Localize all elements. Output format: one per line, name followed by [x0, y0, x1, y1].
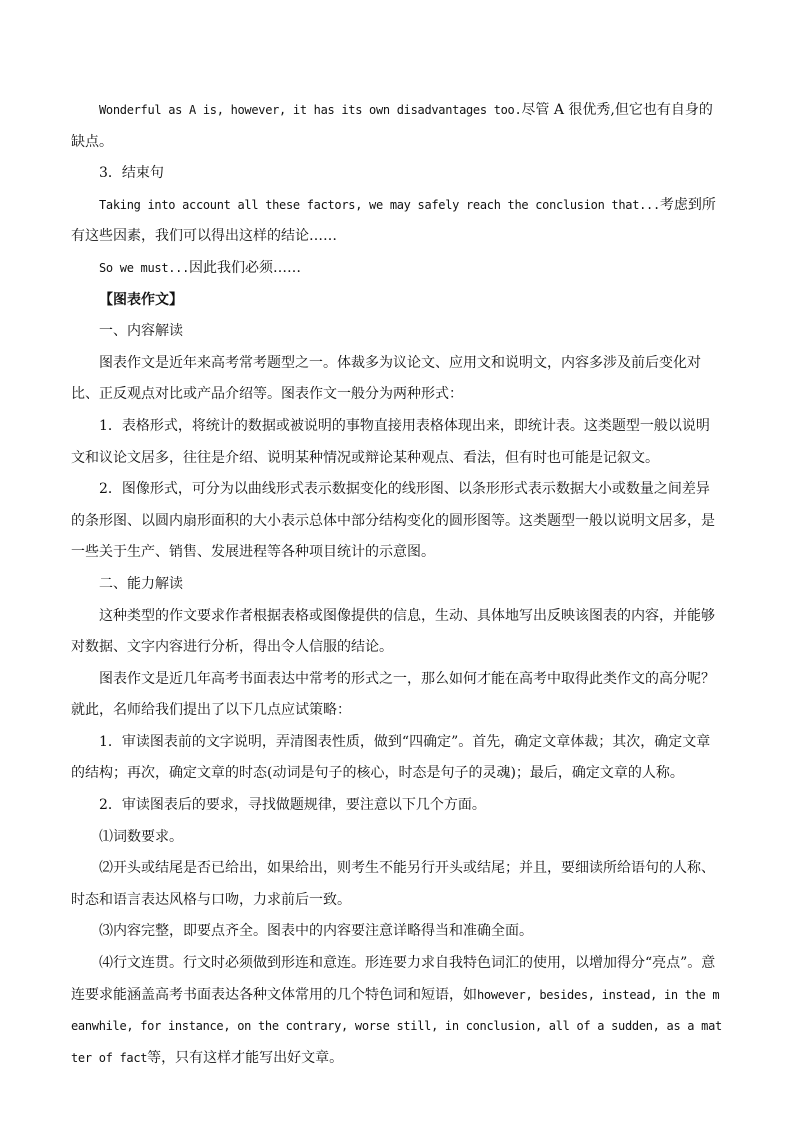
paragraph-p13 — [71, 727, 723, 790]
paragraph-p15 — [71, 822, 723, 854]
text-segment: 1．表格形式，将统计的数据或被说明的事物直接用表格体现出来，即统计表。这类题型一般以说明文和议论文居多，往往是介绍、说明某种情况或辩论某种观点、看法，但有时也可能是记叙文。 — [71, 417, 710, 466]
text-segment: 这种类型的作文要求作者根据表格或图像提供的信息，生动、具体地写出反映该图表的内容，并能够对数据、文字内容进行分析，得出令人信服的结论。 — [71, 607, 715, 656]
text-segment: So we must... — [99, 260, 190, 275]
text-segment: 尽管 A 很优秀,但它也有自身的缺点。 — [71, 102, 713, 150]
text-segment: 一、内容解读 — [99, 323, 183, 340]
text-segment: 3．结束句 — [99, 165, 164, 182]
paragraph-p2 — [71, 158, 723, 190]
text-segment: ⑴词数要求。 — [99, 828, 183, 845]
paragraph-p10 — [71, 569, 723, 601]
paragraph-p8 — [71, 411, 723, 474]
text-segment: 2．审读图表后的要求，寻找做题规律，要注意以下几个方面。 — [99, 797, 486, 814]
text-segment: 1．审读图表前的文字说明，弄清图表性质，做到“四确定”。首先，确定文章体裁；其次，确定文章的结构；再次，确定文章的时态(动词是句子的核心，时态是句子的灵魂)；最后，确定文章的人称。 — [71, 733, 711, 782]
paragraph-p6 — [71, 316, 723, 348]
text-segment: 2．图像形式，可分为以曲线形式表示数据变化的线形图、以条形形式表示数据大小或数量之间差异的条形图、以圆内扇形面积的大小表示总体中部分结构变化的圆形图等。这类题型一般以说明文居多，是一些关于生产、销售、发展进程等各种项目统计的示意图。 — [71, 481, 715, 561]
paragraph-p11 — [71, 601, 723, 664]
text-segment: 考虑到所有这些因素，我们可以得出这样的结论…… — [71, 196, 716, 245]
paragraph-p5 — [71, 285, 723, 317]
paragraph-p12 — [71, 664, 723, 727]
text-segment: 图表作文是近几年高考书面表达中常考的形式之一，那么如何才能在高考中取得此类作文的高分呢？就此，名师给我们提出了以下几点应试策略： — [71, 670, 715, 719]
text-segment: Wonderful as A is, however, it has its own disadvantages too. — [99, 103, 522, 117]
paragraph-p1 — [71, 95, 723, 158]
paragraph-p16 — [71, 853, 723, 916]
text-segment: 二、能力解读 — [99, 575, 183, 592]
document-body — [71, 95, 723, 1074]
paragraph-p4 — [71, 253, 723, 285]
text-segment: ⑷行文连贯。行文时必须做到形连和意连。形连要力求自我特色词汇的使用，以增加得分“亮点”。意连要求能涵盖高考书面表达各种文体常用的几个特色词和短语，如 — [71, 955, 716, 1003]
text-segment: 等，只有这样才能写出好文章。 — [147, 1049, 344, 1066]
text-segment: 【图表作文】 — [99, 291, 183, 308]
text-segment: Taking into account all these factors, we may safely reach the conclusion that... — [99, 197, 660, 212]
text-segment: 因此我们必须…… — [189, 259, 302, 276]
paragraph-p7 — [71, 348, 723, 411]
text-segment: 图表作文是近年来高考常考题型之一。体裁多为议论文、应用文和说明文，内容多涉及前后变化对比、正反观点对比或产品介绍等。图表作文一般分为两种形式： — [71, 354, 701, 403]
paragraph-p17 — [71, 916, 723, 948]
paragraph-p14 — [71, 790, 723, 822]
text-segment: ⑵开头或结尾是否已给出，如果给出，则考生不能另行开头或结尾；并且，要细读所给语句的人称、时态和语言表达风格与口吻，力求前后一致。 — [71, 860, 715, 908]
paragraph-p18 — [71, 948, 723, 1074]
text-segment: however, besides, instead, in the meanwhile, for instance, on the contrary, worse still, in conclusion, all of a sudden, as a matter of fact — [71, 987, 722, 1065]
text-segment: ⑶内容完整，即要点齐全。图表中的内容要注意详略得当和准确全面。 — [99, 923, 533, 940]
paragraph-p3 — [71, 190, 723, 253]
paragraph-p9 — [71, 474, 723, 569]
